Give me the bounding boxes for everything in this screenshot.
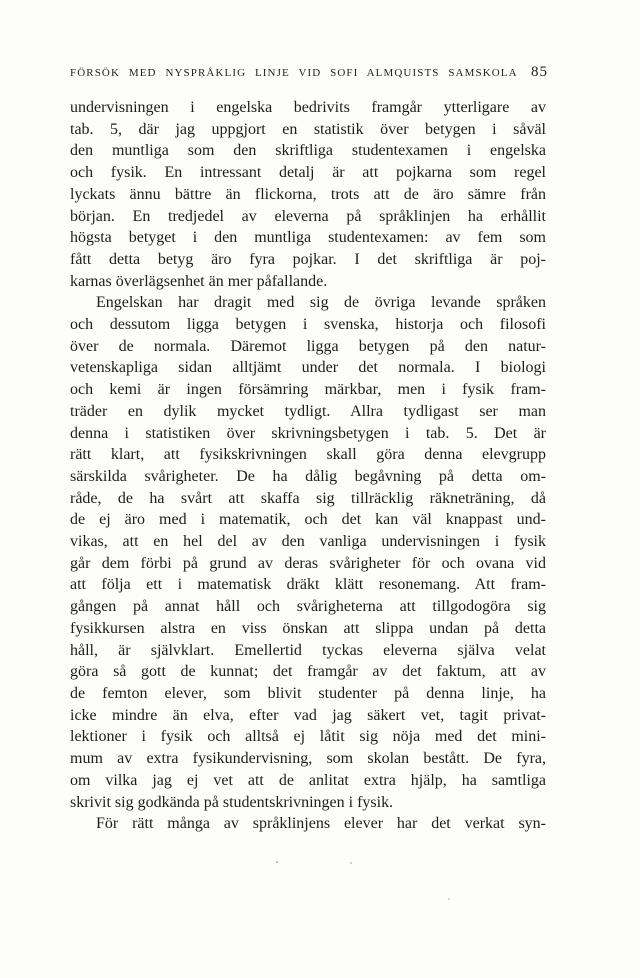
- text-line: över de normala. Däremot ligga betygen på den natur-: [70, 337, 546, 355]
- text-line: går dem förbi på grund av deras svårigheter för och ovana vid: [70, 554, 546, 572]
- text-line: träder en dylik mycket tydligt. Allra tydligast ser man: [70, 402, 546, 420]
- scan-speck: [276, 861, 278, 863]
- text-line: särskilda svårigheter. De ha dålig begåvning på detta om-: [70, 467, 546, 485]
- text-line: de ej äro med i matematik, och det kan väl knappast und-: [70, 511, 546, 529]
- text-line: skrivit sig godkända på studentskrivningen i fysik.: [70, 793, 394, 811]
- text-line: denna i statistiken över skrivningsbetygen i tab. 5. Det är: [70, 424, 546, 442]
- text-line: karnas överlägsenhet än mer påfallande.: [70, 272, 328, 290]
- paragraph: [70, 813, 546, 835]
- text-line: tab. 5, där jag uppgjort en statistik över betygen i såväl: [70, 120, 546, 138]
- body-text: [70, 97, 546, 835]
- text-line: råde, de ha svårt att skaffa sig tillräcklig räkneträning, då: [70, 489, 546, 507]
- scan-speck: [350, 862, 352, 864]
- text-line: och dessutom ligga betygen i svenska, historja och filosofi: [70, 316, 546, 334]
- page-number: 85: [531, 64, 548, 80]
- text-line: högsta betyget i den muntliga studentexamen: av fem som: [70, 229, 546, 247]
- text-line: lektioner i fysik och alltså ej låtit sig nöja med det mini-: [70, 728, 546, 746]
- text-line: icke mindre än elva, efter vad jag säkert vet, tagit privat-: [70, 706, 546, 724]
- text-line: undervisningen i engelska bedrivits framgår ytterligare av: [70, 99, 546, 116]
- text-line: om vilka jag ej vet att de anlitat extra hjälp, ha samtliga: [70, 771, 546, 789]
- text-line: mum av extra fysikundervisning, som skolan bestått. De fyra,: [70, 750, 546, 768]
- scan-speck: [201, 76, 203, 78]
- text-line: gången på annat håll och svårigheterna att tillgodogöra sig: [70, 598, 546, 616]
- running-header: [70, 64, 548, 81]
- text-line: de femton elever, som blivit studenter på denna linje, ha: [70, 684, 546, 702]
- text-line: Engelskan har dragit med sig de övriga levande språken: [96, 294, 546, 312]
- text-line: fysikkursen alstra en viss önskan att slippa undan på detta: [70, 619, 546, 637]
- text-line: lyckats ännu bättre än flickorna, trots att de äro sämre från: [70, 185, 546, 203]
- text-line: vetenskapliga sidan alltjämt under det normala. I biologi: [70, 359, 546, 377]
- scan-speck: [448, 898, 450, 900]
- text-line: den muntliga som den skriftliga studentexamen i engelska: [70, 142, 546, 160]
- text-line: göra så gott de kunnat; det framgår av det faktum, att av: [70, 663, 546, 681]
- text-line: början. En tredjedel av eleverna på språklinjen ha erhållit: [70, 207, 546, 225]
- text-line: att följa ett i matematisk dräkt klätt resonemang. Att fram-: [70, 576, 546, 594]
- text-line: fått detta betyg äro fyra pojkar. I det skriftliga är poj-: [70, 250, 546, 268]
- text-line: och kemi är ingen försämring märkbar, men i fysik fram-: [70, 381, 546, 399]
- text-line: rätt klart, att fysikskrivningen skall göra denna elevgrupp: [70, 446, 546, 464]
- text-line: och fysik. En intressant detalj är att pojkarna som regel: [70, 164, 546, 182]
- paragraph: [70, 97, 546, 292]
- text-line: håll, är självklart. Emellertid tyckas eleverna själva velat: [70, 641, 546, 659]
- paragraph: [70, 292, 546, 813]
- text-line: vikas, att en hel del av den vanliga undervisningen i fysik: [70, 533, 546, 551]
- header-title: FÖRSÖK MED NYSPRÅKLIG LINJE VID SOFI ALMQUISTS SAMSKOLA: [70, 67, 518, 79]
- text-line: För rätt många av språklinjens elever har det verkat syn-: [96, 815, 546, 833]
